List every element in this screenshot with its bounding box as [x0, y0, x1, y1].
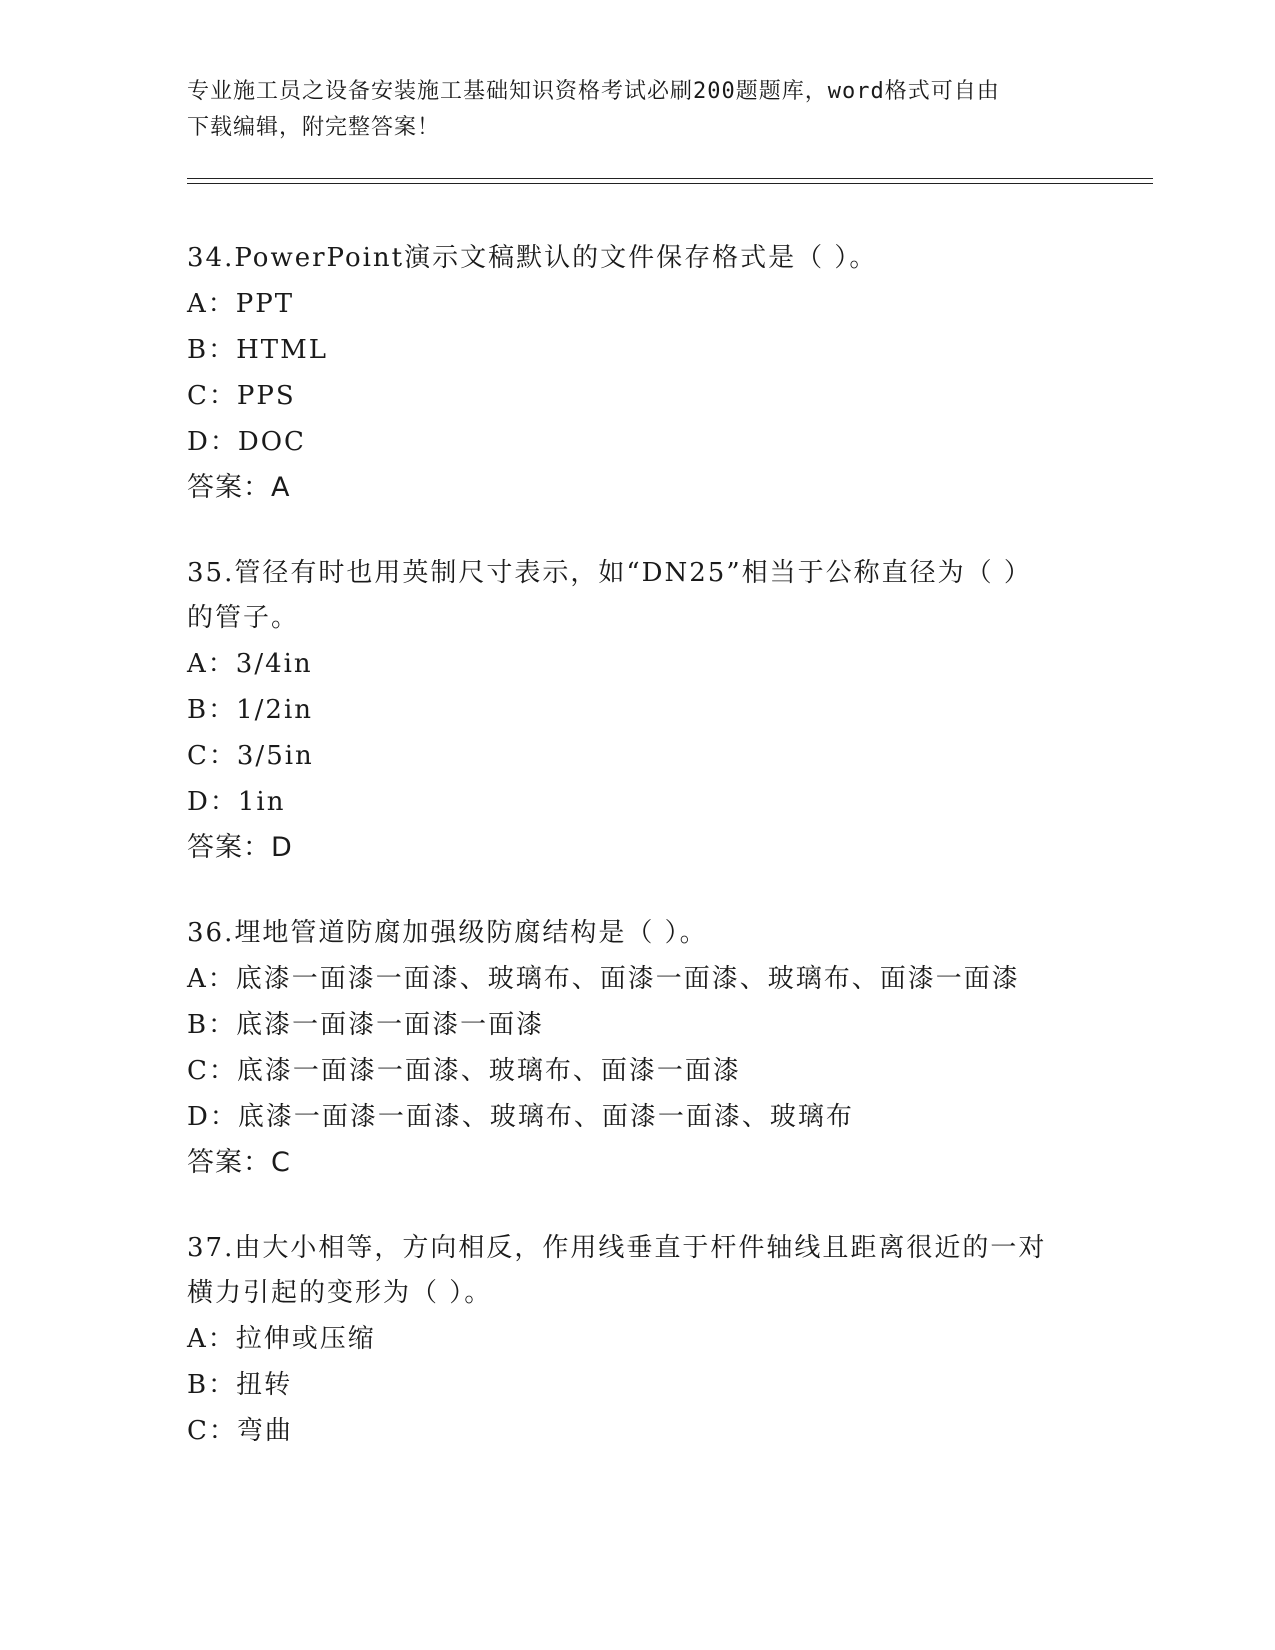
- question-stem: 34.PowerPoint演示文稿默认的文件保存格式是（ ）。: [187, 243, 878, 273]
- option-d: D：底漆一面漆一面漆、玻璃布、面漆一面漆、玻璃布: [187, 1102, 854, 1132]
- header-divider-bottom: [187, 183, 1153, 184]
- question-34: [187, 236, 1087, 511]
- option-c: C：底漆一面漆一面漆、玻璃布、面漆一面漆: [187, 1056, 741, 1086]
- option-a: A：底漆一面漆一面漆、玻璃布、面漆一面漆、玻璃布、面漆一面漆: [187, 964, 1020, 994]
- option-c: C：PPS: [187, 381, 296, 411]
- question-37: [187, 1226, 1087, 1454]
- answer-label: 答案：D: [187, 832, 293, 863]
- option-b: B：1/2in: [187, 695, 314, 725]
- question-list: [187, 236, 1087, 1494]
- question-stem-line-2: 的管子。: [187, 603, 300, 633]
- answer-label: 答案：C: [187, 1147, 291, 1178]
- header-line-2: 下载编辑，附完整答案！: [187, 115, 441, 140]
- option-a: A：3/4in: [187, 649, 313, 679]
- option-b: B：HTML: [187, 335, 329, 365]
- question-stem-line-1: 37.由大小相等，方向相反，作用线垂直于杆件轴线且距离很近的一对: [187, 1233, 1047, 1263]
- option-d: D：1in: [187, 787, 286, 817]
- document-header: [187, 74, 1067, 146]
- option-d: D：DOC: [187, 427, 306, 457]
- option-a: A：PPT: [187, 289, 295, 319]
- option-c: C：3/5in: [187, 741, 314, 771]
- answer-label: 答案：A: [187, 472, 291, 503]
- option-b: B：底漆一面漆一面漆一面漆: [187, 1010, 545, 1040]
- header-line-1: 专业施工员之设备安装施工基础知识资格考试必刷200题题库，word格式可自由: [187, 79, 1000, 104]
- header-divider-top: [187, 178, 1153, 179]
- question-stem: 36.埋地管道防腐加强级防腐结构是（ ）。: [187, 918, 708, 948]
- option-a: A：拉伸或压缩: [187, 1324, 376, 1354]
- option-c: C：弯曲: [187, 1416, 293, 1446]
- question-35: [187, 551, 1087, 871]
- question-stem-line-1: 35.管径有时也用英制尺寸表示，如“DN25”相当于公称直径为（ ）: [187, 558, 1032, 588]
- question-stem-line-2: 横力引起的变形为（ ）。: [187, 1278, 493, 1308]
- question-36: [187, 911, 1087, 1186]
- option-b: B：扭转: [187, 1370, 293, 1400]
